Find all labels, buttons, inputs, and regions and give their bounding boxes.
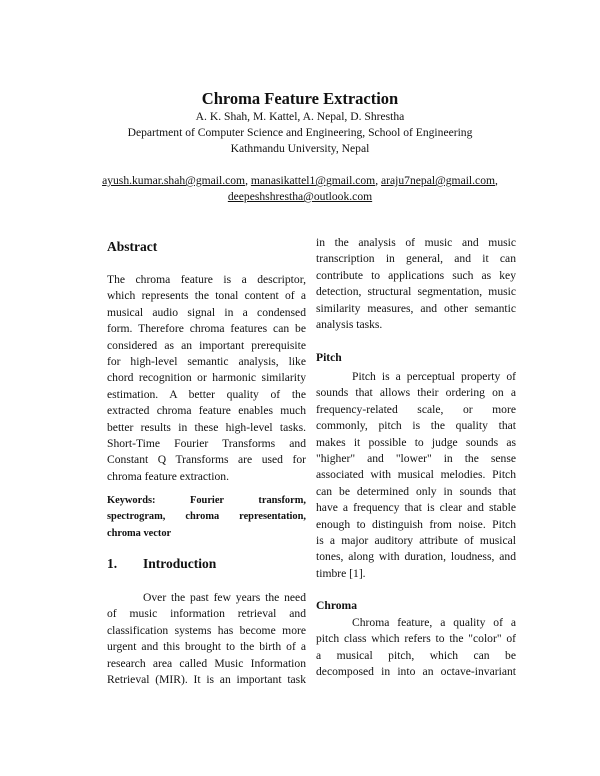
text-line: chroma feature extraction. <box>107 469 229 483</box>
email-link[interactable]: manasikattel1@gmail.com <box>250 174 376 187</box>
authors: A. K. Shah, M. Kattel, A. Nepal, D. Shrestha <box>195 110 405 123</box>
text-line: enough to distinguish from noise. Pitch <box>316 517 516 531</box>
email-link[interactable]: deepeshshrestha@outlook.com <box>227 190 373 203</box>
text-line: similarity measures, and other semantic <box>316 301 516 315</box>
text-line: detection, structural segmentation, music <box>316 285 516 299</box>
text-line: Constant Q Transforms are used for <box>107 453 306 467</box>
text-line: Retrieval (MIR). It is an important task <box>107 673 306 687</box>
text-line: musical audio signal in a condensed <box>107 305 306 319</box>
text-line: makes it possible to judge sounds as <box>316 435 516 449</box>
text-line: "higher" and "lower" in the sense <box>316 452 516 466</box>
chroma-body <box>316 615 516 681</box>
text-line: extracted chroma feature enables much <box>107 404 306 418</box>
intro-heading: Introduction <box>143 556 217 571</box>
text-line: tones, along with duration, loudness, and <box>316 550 516 564</box>
intro-body <box>107 590 306 688</box>
email-link[interactable]: araju7nepal@gmail.com <box>381 174 496 187</box>
text-line: transcription in general, and it can <box>316 252 516 266</box>
text-line: sounds that allows their ordering on a <box>316 386 516 400</box>
text-line: classification systems has become more <box>107 623 306 637</box>
abstract-heading: Abstract <box>107 239 158 254</box>
text-line: pitch class which refers to the "color" of <box>316 632 516 646</box>
text-line: Chroma feature, a quality of a <box>352 616 516 629</box>
chroma-heading: Chroma <box>316 599 358 612</box>
text-line: The chroma feature is a descriptor, <box>107 273 306 286</box>
text-line: of music information retrieval and <box>107 607 306 621</box>
left-column <box>107 0 306 776</box>
text-line: spectrogram, chroma representation, <box>107 511 306 523</box>
text-line: chroma vector <box>107 527 172 539</box>
text-line: better results in these high-level tasks. <box>107 420 306 434</box>
text-line: urgent and this brought to the birth of a <box>107 640 306 654</box>
intro-number: 1. <box>107 556 118 571</box>
abstract-body <box>107 272 306 485</box>
text-line: Pitch is a perceptual property of <box>352 370 516 383</box>
text-line: estimation. A better quality of the <box>107 387 306 401</box>
text-line: form. Therefore chroma features can be <box>107 322 306 336</box>
email-link[interactable]: ayush.kumar.shah@gmail.com <box>102 174 246 187</box>
text-line: a musical pitch, which can be <box>316 648 516 662</box>
text-line: which represents the tonal content of a <box>107 289 306 303</box>
text-line: frequency-related scale, or more <box>316 402 516 416</box>
email-line-1: ayush.kumar.shah@gmail.com, manasikattel1@gmail.com, araju7nepal@gmail.com, <box>102 174 498 187</box>
intro-continued <box>316 235 516 333</box>
pitch-body <box>316 369 516 582</box>
pitch-heading: Pitch <box>316 351 342 364</box>
text-line: have a frequency that is clear and stable <box>316 501 516 515</box>
affiliation-university: Kathmandu University, Nepal <box>230 142 370 155</box>
text-line: timbre [1]. <box>316 566 366 580</box>
text-line: associated with musical melodies. Pitch <box>316 468 516 482</box>
text-line: decomposed in into an octave-invariant <box>316 665 516 679</box>
right-column <box>316 0 515 776</box>
text-line: Short-Time Fourier Transforms and <box>107 437 306 451</box>
text-line: in the analysis of music and music <box>316 236 516 249</box>
text-line: for high-level semantic analysis, like <box>107 355 306 369</box>
text-line: Over the past few years the need <box>143 591 306 604</box>
text-line: Keywords: Fourier transform, <box>107 495 306 506</box>
keywords <box>107 493 306 542</box>
text-line: considered as an important prerequisite <box>107 338 306 352</box>
text-line: research area called Music Information <box>107 656 306 670</box>
text-line: commonly, pitch is the quality that <box>316 419 516 433</box>
text-line: chord recognition or harmonic similarity <box>107 371 306 385</box>
text-line: is a major auditory attribute of musical <box>316 534 516 548</box>
text-line: analysis tasks. <box>316 318 383 332</box>
affiliation-department: Department of Computer Science and Engineering, School of Engineering <box>127 126 473 139</box>
text-line: contribute to applications such as key <box>316 268 516 282</box>
paper-title: Chroma Feature Extraction <box>201 89 399 108</box>
text-line: can be determined only in sounds that <box>316 484 516 498</box>
